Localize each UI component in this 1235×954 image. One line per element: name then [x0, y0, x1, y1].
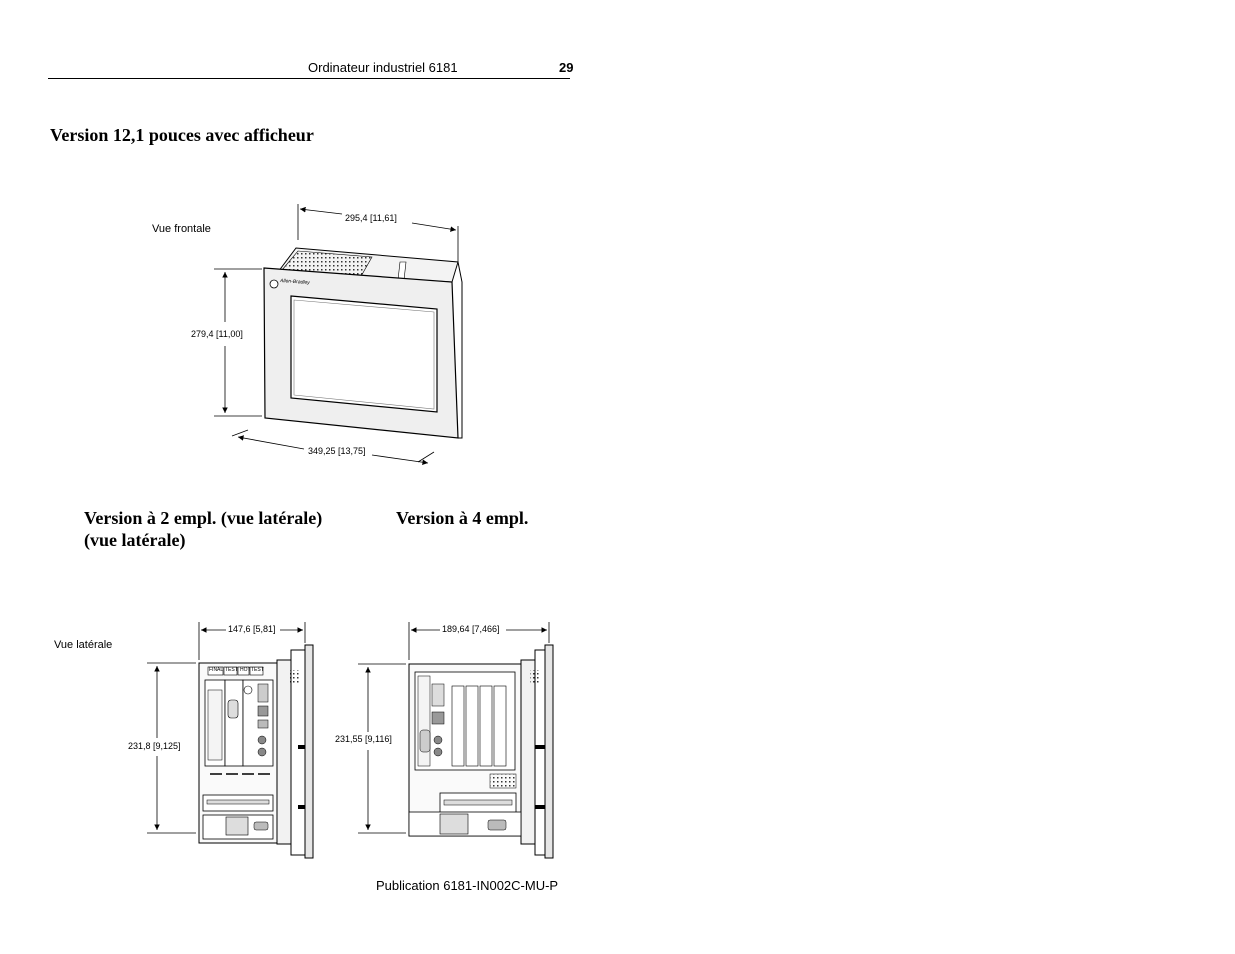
four-slot-width-dimension: 189,64 [7,466] — [442, 624, 500, 634]
front-view-label: Vue frontale — [152, 223, 211, 235]
front-depth-dimension: 349,25 [13,75] — [308, 446, 366, 456]
tag-test: TEST — [225, 667, 238, 673]
two-slot-height-dimension: 231,8 [9,125] — [128, 741, 181, 751]
header-title: Ordinateur industriel 6181 — [308, 60, 458, 75]
four-slot-height-dimension: 231,55 [9,116] — [335, 734, 392, 744]
side-view-label: Vue latérale — [54, 639, 113, 651]
footer-publication: Publication 6181-IN002C-MU-P — [376, 878, 559, 893]
section-title: Version 12,1 pouces avec afficheur — [50, 125, 314, 145]
four-slot-drawing — [409, 645, 553, 858]
front-width-dimension: 295,4 [11,61] — [345, 213, 397, 223]
front-height-dimension: 279,4 [11,00] — [191, 329, 243, 339]
two-slot-width-dimension: 147,6 [5,81] — [228, 624, 276, 634]
heading-2-slot: Version à 2 empl. (vue latérale) — [84, 508, 323, 528]
tag-final: FINAL — [209, 667, 224, 673]
brand-logo-text: Allen-Bradley — [279, 277, 310, 287]
tag-hot: HOT — [240, 667, 251, 673]
tag-test-2: TEST — [251, 667, 264, 673]
two-slot-drawing — [199, 645, 313, 858]
page-number: 29 — [559, 60, 574, 75]
heading-2-slot-line2: (vue latérale) — [84, 530, 186, 550]
front-view-drawing — [259, 248, 462, 438]
heading-4-slot: Version à 4 empl. — [396, 508, 529, 528]
